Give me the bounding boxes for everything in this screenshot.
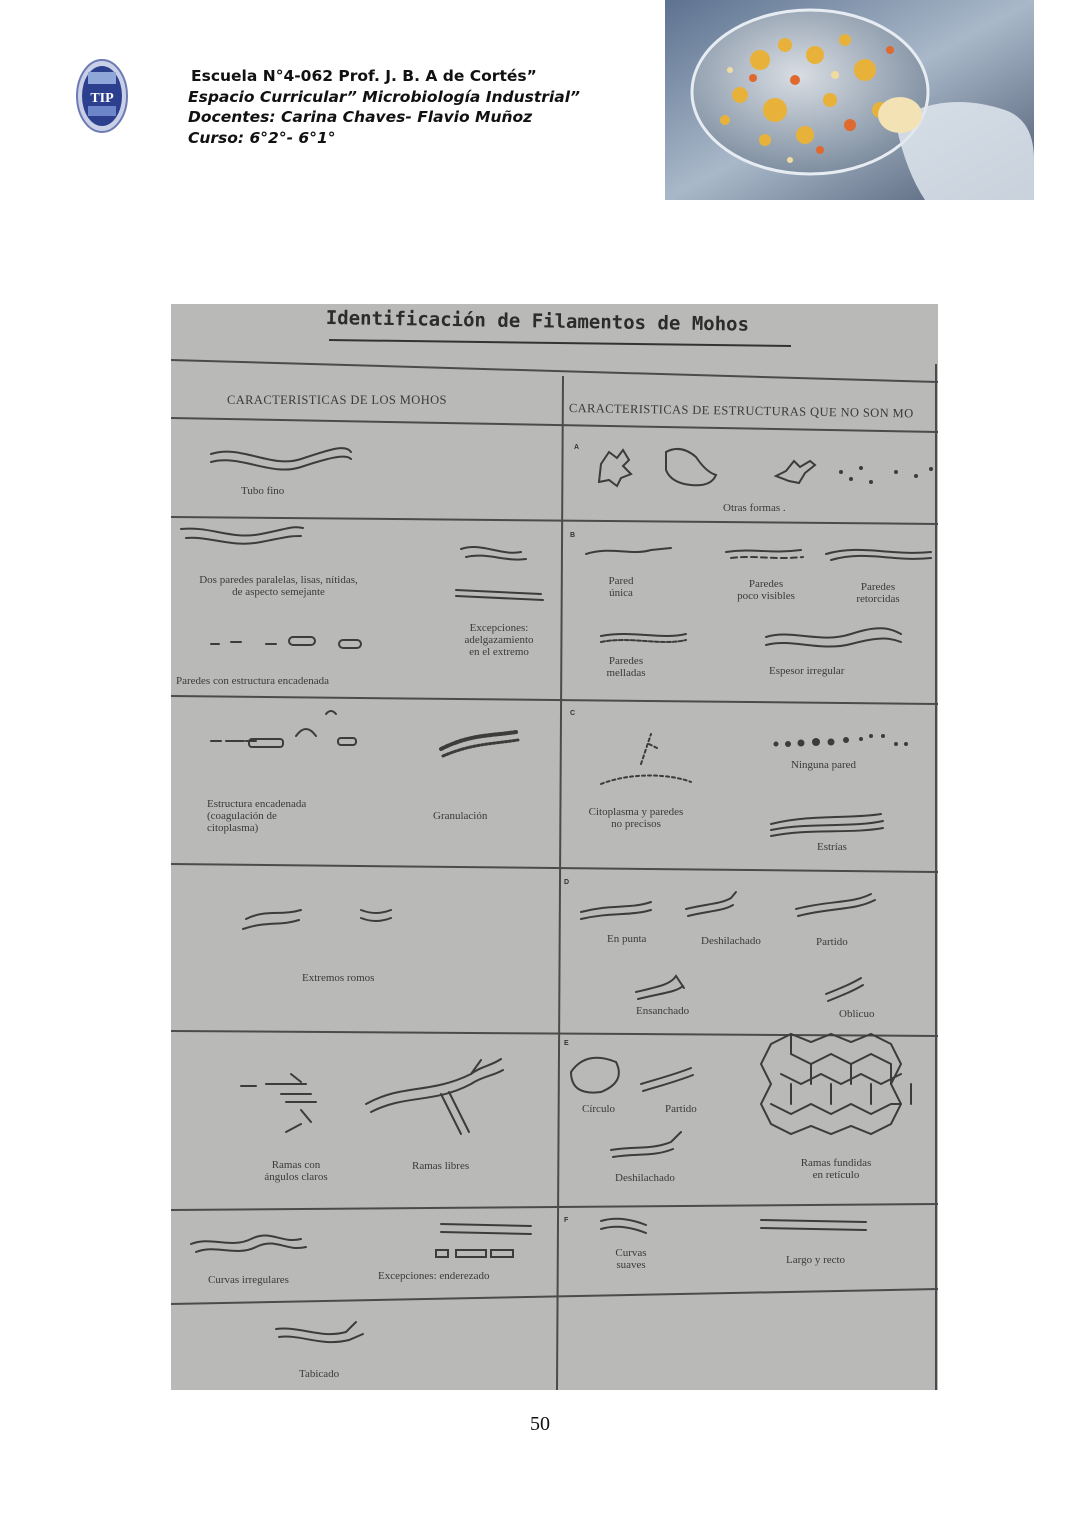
petri-dish-photo — [665, 0, 1034, 200]
logo-text: TIP — [90, 91, 114, 106]
label-paredes-poco-visibles: Paredes poco visibles — [737, 578, 795, 602]
header-block — [188, 66, 580, 148]
label-curvas-irregulares: Curvas irregulares — [208, 1274, 289, 1286]
label-otras-formas: Otras formas . — [723, 502, 786, 514]
label-tabicado: Tabicado — [299, 1368, 340, 1380]
label-paredes-melladas: Paredes melladas — [606, 655, 646, 679]
document-title: Identificación de Filamentos de Mohos — [325, 307, 750, 336]
label-pared-unica: Pared única — [608, 575, 634, 599]
curricular-space: Espacio Curricular” Microbiología Industrial” — [188, 87, 581, 106]
section-a-letter: A — [574, 444, 580, 451]
label-excepciones: Excepciones: adelgazamiento en el extremo — [464, 622, 534, 658]
section-c-letter: C — [570, 710, 576, 717]
label-espesor-irregular: Espesor irregular — [769, 665, 845, 677]
left-column-header: CARACTERISTICAS DE LOS MOHOS — [227, 393, 447, 407]
label-tubo-fino: Tubo fino — [241, 485, 285, 497]
label-ninguna-pared: Ninguna pared — [791, 759, 857, 771]
label-curvas-suaves: Curvas suaves — [615, 1247, 647, 1271]
page-number: 50 — [530, 1413, 550, 1435]
label-partido-e: Partido — [665, 1103, 697, 1115]
label-granulacion: Granulación — [433, 810, 488, 822]
school-logo — [76, 58, 128, 134]
section-e-letter: E — [564, 1040, 569, 1047]
label-ensanchado: Ensanchado — [636, 1005, 690, 1017]
label-ramas-libres: Ramas libres — [412, 1160, 470, 1172]
teachers: Docentes: Carina Chaves- Flavio Muñoz — [188, 108, 533, 126]
section-d-letter: D — [564, 879, 570, 886]
section-b-letter: B — [570, 532, 576, 539]
label-deshilachado-e: Deshilachado — [615, 1172, 675, 1184]
label-circulo: Círculo — [582, 1103, 615, 1115]
section-f-letter: F — [564, 1217, 569, 1224]
label-citoplasma-paredes: Citoplasma y paredes no precisos — [588, 806, 684, 830]
label-ramas-angulos: Ramas con ángulos claros — [264, 1159, 328, 1183]
school-name: Escuela N°4-062 Prof. J. B. A de Cortés” — [191, 67, 537, 85]
label-paredes-encadenada: Paredes con estructura encadenada — [176, 675, 330, 687]
label-largo-recto: Largo y recto — [786, 1254, 846, 1266]
label-estrias: Estrías — [817, 841, 847, 853]
right-column-header: CARACTERISTICAS DE ESTRUCTURAS QUE NO SON MO — [568, 401, 914, 421]
label-deshilachado: Deshilachado — [701, 935, 761, 947]
course: Curso: 6°2°- 6°1° — [188, 128, 336, 147]
label-en-punta: En punta — [607, 933, 647, 945]
label-extremos-romos: Extremos romos — [302, 972, 375, 984]
label-partido: Partido — [816, 936, 848, 948]
label-paredes-retorcidas: Paredes retorcidas — [856, 581, 900, 605]
label-ramas-fundidas: Ramas fundidas en retículo — [800, 1157, 872, 1181]
label-oblicuo: Oblicuo — [839, 1008, 875, 1020]
label-dos-paredes: Dos paredes paralelas, lisas, nítidas, de aspecto semejante — [199, 574, 358, 598]
scanned-mold-identification-chart — [171, 304, 938, 1390]
label-estructura-encadenada: Estructura encadenada (coagulación de citoplasma) — [207, 798, 307, 834]
label-excepciones-enderezado: Excepciones: enderezado — [378, 1270, 490, 1282]
